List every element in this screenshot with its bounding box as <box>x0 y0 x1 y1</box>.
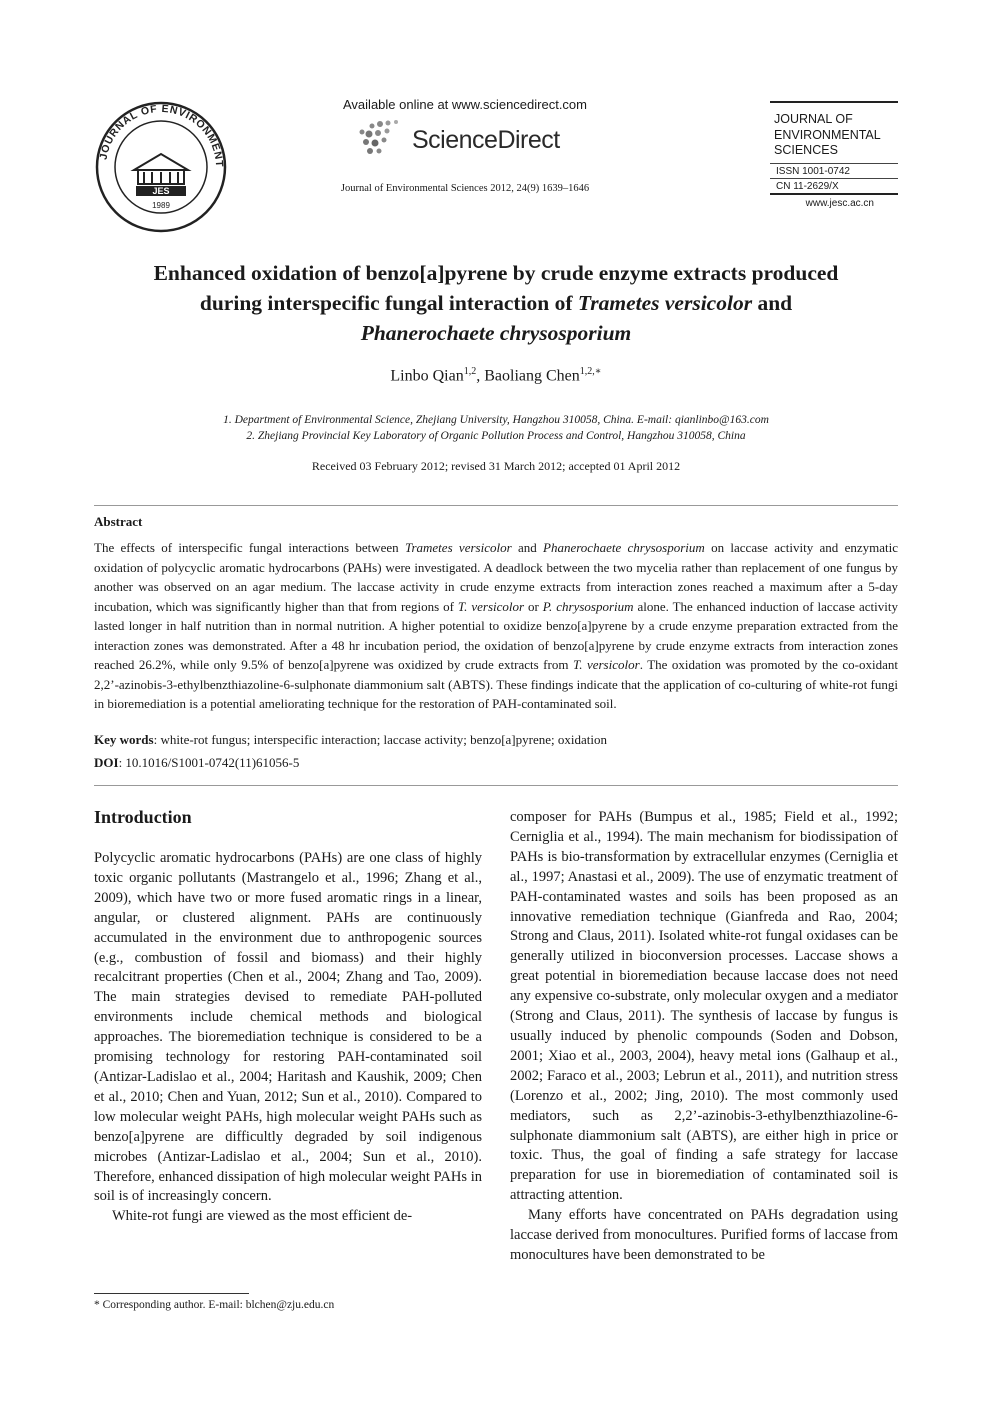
article-title: Enhanced oxidation of benzo[a]pyrene by crude enzyme extracts produced during interspecific fungal interaction of Trametes versicolor and Phanerochaete chrysosporium <box>153 261 839 345</box>
issn: ISSN 1001-0742 <box>776 165 850 177</box>
paragraph: composer for PAHs (Bumpus et al., 1985; Field et al., 1992; Cerniglia et al., 1994). The main mechanism for biodissipation of PAHs is bio-transformation by extracellular enzymes (Cerniglia et al., 1997; Anastasi et al., 2009). The use of enzymatic treatment of PAH-contaminated wastes and soils has been proposed as an innovative remediation technique (Gianfreda and Rao, 2004; Strong and Claus, 2011). Isolated white-rot fungal oxidases can be generally utilized in bioconversion processes. Laccase shows a great potential in bioremediation because laccase does not need any expensive co-substrate, only molecular oxygen and a mediator (Strong and Claus, 2011). The synthesis of laccase by fungus is usually induced by phenolic compounds (Soden and Dobson, 2001; Xiao et al., 2003, 2004), heavy metal ions (Galhaup et al., 2002; Faraco et al., 2003; Lebrun et al., 2011), and nutrition stress (Lorenzo et al., 2002; Jing, 2010). The most commonly used mediators, such as 2,2’-azinobis-3-ethylbenzthiazoline-6-sulphonate diammonium salt (ABTS), are either high in price or toxic. Thus, the goal of finding a safe strategy for laccase preparation for use in bioremediation of contaminated soil is attracting attention. <box>510 809 898 1204</box>
footnote: * Corresponding author. E-mail: blchen@zju.edu.cn <box>94 1299 335 1311</box>
doi: DOI: 10.1016/S1001-0742(11)61056-5 <box>94 755 300 770</box>
sciencedirect-logo <box>354 118 584 162</box>
logo-year: 1989 <box>152 201 170 210</box>
authors: Linbo Qian$^{1,2}$, Baoliang Chen$^{1,2,∗}$ <box>390 366 602 385</box>
journal-info-box <box>770 101 898 209</box>
paragraph: Polycyclic aromatic hydrocarbons (PAHs) are one class of highly toxic organic pollutants (Mastrangelo et al., 1996; Zhang et al., 2009), which have two or more fused aromatic rings in a linear, angular, or clustered alignment. PAHs are continuously accumulated in the environment due to anthropogenic sources (e.g., combustion of fossil and biomass) and their highly recalcitrant properties (Chen et al., 2004; Zhang and Tao, 2009). The main strategies devised to remediate PAH-polluted environments include chemical methods and biological approaches. The bioremediation technique is considered to be a promising technology for restoring PAH-contaminated soil (Antizar-Ladislao et al., 2004; Haritash and Kaushik, 2009; Chen et al., 2010; Chen and Yuan, 2012; Sun et al., 2010). Compared to low molecular weight PAHs, high molecular weight PAHs such as benzo[a]pyrene are difficultly degraded by soil indigenous microbes (Antizar-Ladislao et al., 2004; Sun et al., 2010). Therefore, enhanced dissipation of high molecular weight PAHs in soil is of increasingly concern. <box>94 850 482 1205</box>
divider <box>94 785 898 786</box>
journal-url[interactable]: www.jesc.ac.cn <box>805 197 874 209</box>
column-left <box>94 849 482 1227</box>
publisher-name: ScienceDirect <box>412 126 560 154</box>
cn-number: CN 11-2629/X <box>776 180 839 192</box>
affiliations: 1. Department of Environmental Science, Zhejiang University, Hangzhou 310058, China. E-mail: qianlinbo@163.com 2. Zhejiang Provincial Key Laboratory of Organic Pollution Process and Control, Hangzhou 310058, China <box>223 414 769 442</box>
journal-title: JOURNAL OF ENVIRONMENTAL SCIENCES <box>774 112 881 157</box>
paragraph: White-rot fungi are viewed as the most efficient de- <box>112 1208 413 1225</box>
journal-logo <box>94 100 228 234</box>
abstract-heading: Abstract <box>94 514 143 529</box>
logo-ring-text: JOURNAL OF ENVIRONMENT <box>97 102 226 168</box>
logo-abbr: JES <box>152 186 170 196</box>
received-dates: Received 03 February 2012; revised 31 March 2012; accepted 01 April 2012 <box>311 459 681 473</box>
section-heading-introduction: Introduction <box>94 807 192 827</box>
paragraph: Many efforts have concentrated on PAHs degradation using laccase derived from monocultures. Purified forms of laccase from monocultures have been demonstrated to be <box>510 1207 898 1263</box>
keywords: Key words: white-rot fungus; interspecific interaction; laccase activity; benzo[a]pyrene; oxidation <box>94 732 607 747</box>
sciencedirect-dots-icon <box>354 118 412 162</box>
abstract-text: The effects of interspecific fungal interactions between Trametes versicolor and Phanerochaete chrysosporium on laccase activity and enzymatic oxidation of polycyclic aromatic hydrocarbons (PAHs) were investigated. A deadlock between the two mycelia rather than replacement of one fungus by another was observed on an agar medium. The laccase activity in crude enzyme extracts from interaction zones reached a maximum after a 5-day incubation, which was significantly higher than that from regions of T. versicolor or P. chrysosporium alone. The enhanced induction of laccase activity lasted longer in half nutrition than in normal nutrition. A higher potential to oxidize benzo[a]pyrene by a crude enzyme preparation extracted from the interaction zones was demonstrated. After a 48 hr incubation period, the oxidation of benzo[a]pyrene by crude enzyme extracts from interaction zones reached 26.2%, while only 9.5% of benzo[a]pyrene was oxidized by crude extracts from T. versicolor. The oxidation was promoted by the co-oxidant 2,2’-azinobis-3-ethylbenzthiazoline-6-sulphonate diammonium salt (ABTS). These findings indicate that the application of co-culturing of white-rot fungi in bioremediation is a potential ameliorating technique for the restoration of PAH-contaminated soil. <box>94 540 898 711</box>
column-right <box>510 808 898 1266</box>
divider <box>94 505 898 506</box>
footnote-rule <box>94 1293 249 1294</box>
journal-reference: Journal of Environmental Sciences 2012, 24(9) 1639–1646 <box>340 183 590 194</box>
available-online-text: Available online at www.sciencedirect.com <box>343 97 587 112</box>
